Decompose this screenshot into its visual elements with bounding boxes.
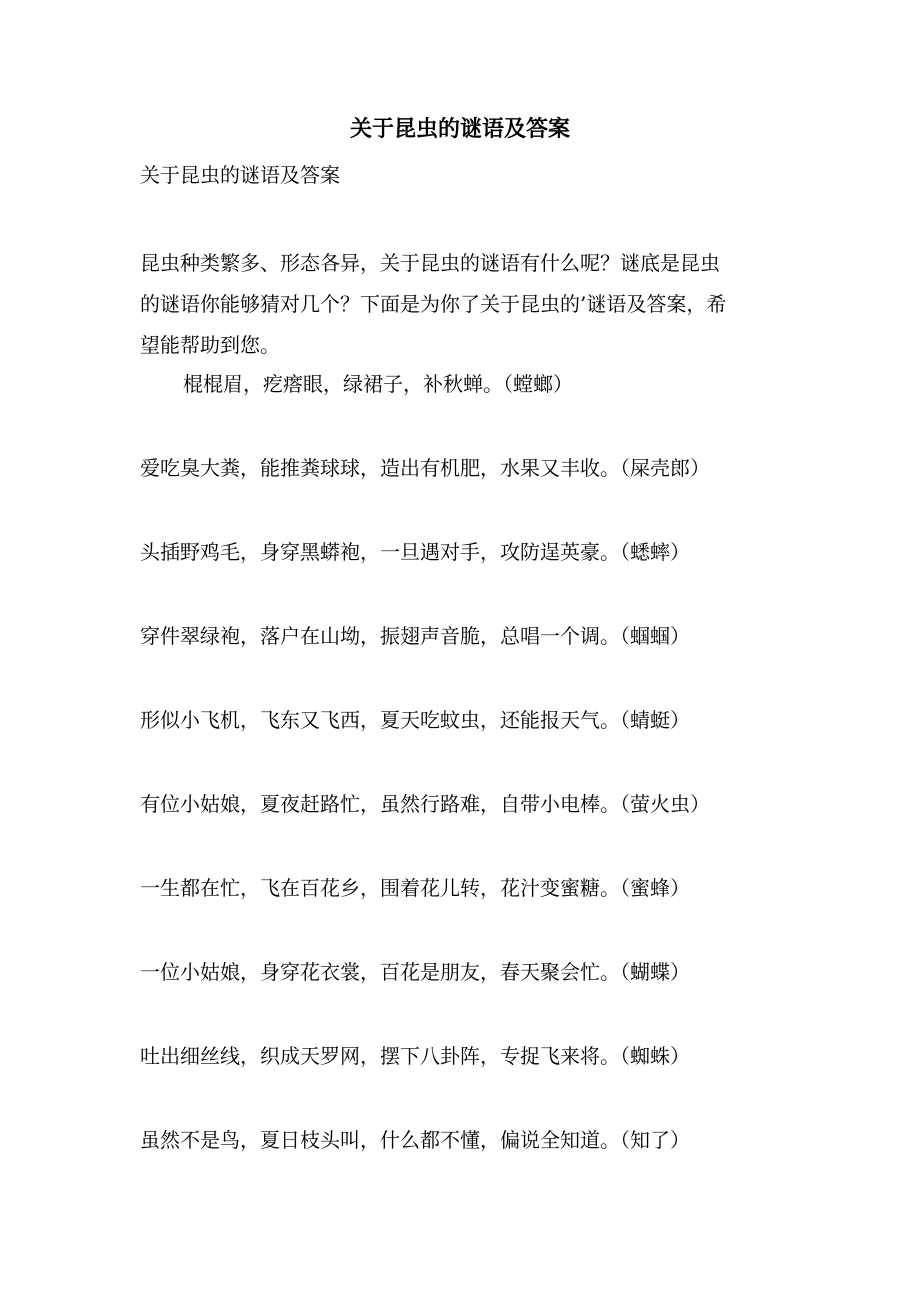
intro-line: 的谜语你能够猜对几个？下面是为你了关于昆虫的’谜语及答案，希 [140, 292, 727, 316]
document-subtitle: 关于昆虫的谜语及答案 [140, 163, 340, 187]
intro-paragraph [140, 243, 780, 366]
document-title: 关于昆虫的谜语及答案 [349, 116, 570, 142]
riddle-item: 头插野鸡毛，身穿黑蟒袍，一旦遇对手，攻防逞英豪。（蟋蟀） [140, 540, 690, 564]
intro-line: 昆虫种类繁多、形态各异，关于昆虫的谜语有什么呢？谜底是昆虫 [140, 251, 720, 275]
riddle-item: 有位小姑娘，夏夜赶路忙，虽然行路难，自带小电棒。（萤火虫） [140, 792, 710, 816]
riddle-item: 穿件翠绿袍，落户在山坳，振翅声音脆，总唱一个调。（蝈蝈） [140, 624, 690, 648]
riddle-item: 形似小飞机，飞东又飞西，夏天吃蚊虫，还能报天气。（蜻蜓） [140, 708, 690, 732]
riddle-item: 一生都在忙，飞在百花乡，围着花儿转，花汁变蜜糖。（蜜蜂） [140, 876, 690, 900]
riddle-item: 吐出细丝线，织成天罗网，摆下八卦阵，专捉飞来将。（蜘蛛） [140, 1044, 690, 1068]
riddle-item: 虽然不是鸟，夏日枝头叫，什么都不懂，偏说全知道。（知了） [140, 1128, 690, 1152]
intro-line: 望能帮助到您。 [140, 333, 280, 357]
riddle-item: 一位小姑娘，身穿花衣裳，百花是朋友，春天聚会忙。（蝴蝶） [140, 960, 690, 984]
riddle-item: 爱吃臭大粪，能推粪球球，造出有机肥，水果又丰收。（屎壳郎） [140, 456, 710, 480]
riddle-item: 棍棍眉，疙瘩眼，绿裙子，补秋蝉。（螳螂） [183, 372, 573, 396]
